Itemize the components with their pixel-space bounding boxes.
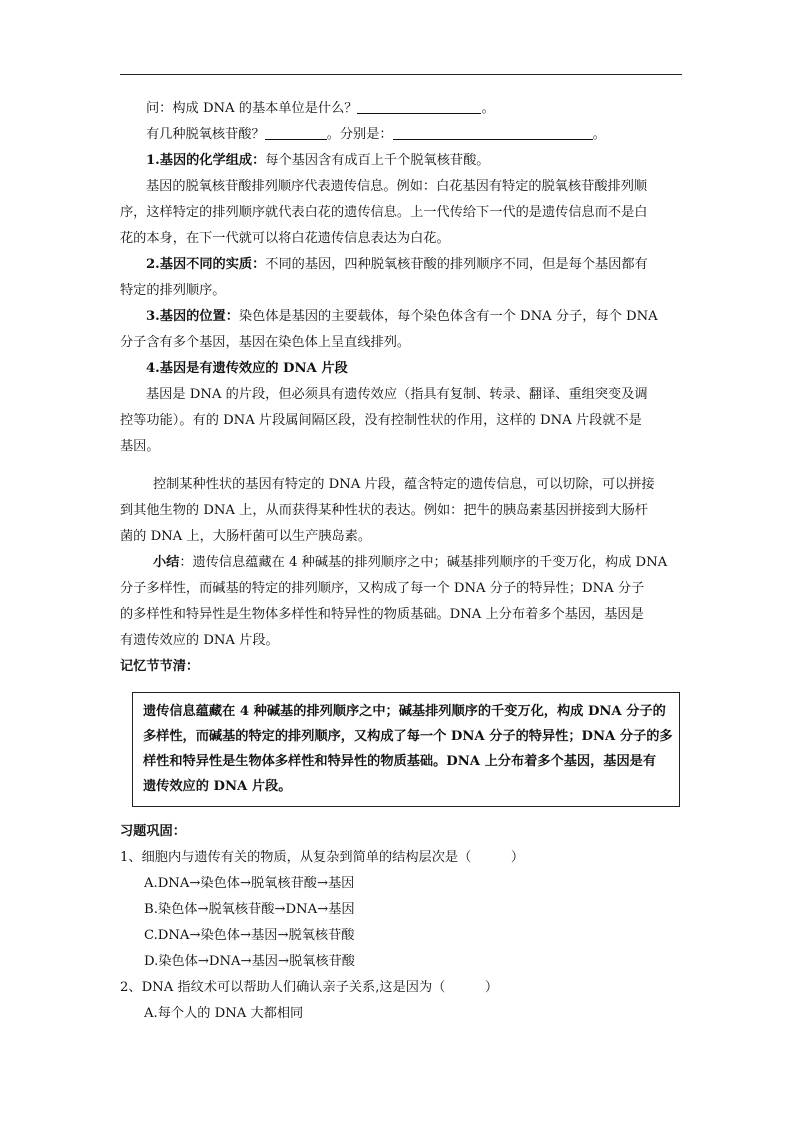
memory-line: 多样性，而碱基的特定的排列顺序，又构成了每一个 DNA 分子的特异性；DNA 分子的多 [143, 729, 673, 744]
summary-title: 小结 [153, 555, 180, 570]
section-2: 2.基因不同的实质：不同的基因，四种脱氧核苷酸的排列顺序不同，但是每个基因都有 [146, 257, 648, 272]
section-1: 1.基因的化学组成：每个基因含有成百上千个脱氧核苷酸。 [146, 153, 490, 168]
answer-blank[interactable] [393, 125, 593, 140]
section-3: 3.基因的位置：染色体是基因的主要载体，每个染色体含有一个 DNA 分子，每个 DNA [146, 309, 658, 324]
paragraph-line: 花的本身，在下一代就可以将白花遗传信息表达为白花。 [120, 231, 450, 246]
memory-line: 遗传信息蕴藏在 4 种碱基的排列顺序之中；碱基排列顺序的千变万化，构成 DNA 分子的 [143, 704, 666, 719]
paragraph-line: 基因。 [120, 439, 160, 454]
paragraph-line: 控等功能）。有的 DNA 片段属间隔区段，没有控制性状的作用，这样的 DNA 片段就不是 [120, 413, 642, 428]
exercise-question-1: 1、细胞内与遗传有关的物质，从复杂到简单的结构层次是（ ） [120, 850, 525, 865]
header-rule [120, 74, 682, 75]
paragraph-line: 菌的 DNA 上，大肠杆菌可以生产胰岛素。 [120, 529, 372, 544]
memory-box [132, 692, 680, 807]
section-1-title: 1.基因的化学组成： [146, 153, 266, 168]
exercise-option[interactable]: D.染色体→DNA→基因→脱氧核苷酸 [144, 954, 355, 969]
memory-line: 遗传效应的 DNA 片段。 [143, 779, 292, 794]
section-3-title: 3.基因的位置： [146, 309, 239, 324]
spacer [120, 807, 682, 819]
exercise-option[interactable]: A.每个人的 DNA 大都相同 [144, 1006, 304, 1021]
paragraph-line: 控制某种性状的基因有特定的 DNA 片段，蕴含特定的遗传信息，可以切除，可以拼接 [153, 477, 655, 492]
paragraph-line: 分子含有多个基因，基因在染色体上呈直线排列。 [120, 335, 411, 350]
paragraph-line: 的多样性和特异性是生物体多样性和特异性的物质基础。DNA 上分布着多个基因，基因是 [120, 607, 644, 622]
paragraph-line: 基因的脱氧核苷酸排列顺序代表遗传信息。例如：白花基因有特定的脱氧核苷酸排列顺 [146, 179, 648, 194]
exercise-option[interactable]: A.DNA→染色体→脱氧核苷酸→基因 [144, 876, 355, 891]
memory-line: 样性和特异性是生物体多样性和特异性的物质基础。DNA 上分布着多个基因，基因是有 [143, 754, 657, 769]
paragraph-line: 分子多样性，而碱基的特定的排列顺序，又构成了每一个 DNA 分子的特异性；DNA 分子 [120, 581, 645, 596]
section-4-title: 4.基因是有遗传效应的 DNA 片段 [146, 361, 348, 376]
question-basic-unit: 问：构成 DNA 的基本单位是什么？ 。 [146, 101, 495, 116]
answer-blank[interactable] [265, 125, 327, 140]
summary: 小结：遗传信息蕴藏在 4 种碱基的排列顺序之中；碱基排列顺序的千变万化，构成 DNA [153, 555, 668, 570]
answer-blank[interactable] [357, 99, 481, 114]
exercise-option[interactable]: B.染色体→脱氧核苷酸→DNA→基因 [144, 902, 355, 917]
paragraph-line: 到其他生物的 DNA 上，从而获得某种性状的表达。例如：把牛的胰岛素基因拼接到大肠杆 [120, 503, 648, 518]
exercise-option[interactable]: C.DNA→染色体→基因→脱氧核苷酸 [144, 928, 355, 943]
paragraph-line: 序，这样特定的排列顺序就代表白花的遗传信息。上一代传给下一代的是遗传信息而不是白 [120, 205, 648, 220]
exercise-question-2: 2、DNA 指纹术可以帮助人们确认亲子关系,这是因为（ ） [120, 980, 499, 995]
document-body [120, 96, 682, 1027]
paragraph-line: 基因是 DNA 的片段，但必须具有遗传效应（指具有复制、转录、翻译、重组突变及调 [146, 387, 648, 402]
exercises-title: 习题巩固： [120, 824, 186, 839]
question-nucleotide-types: 有几种脱氧核苷酸？ 。分别是： 。 [146, 127, 606, 142]
paragraph-line: 有遗传效应的 DNA 片段。 [120, 633, 279, 648]
spacer [120, 460, 682, 472]
section-2-title: 2.基因不同的实质： [146, 257, 266, 272]
memory-title: 记忆节节清： [120, 659, 200, 674]
paragraph-line: 特定的排列顺序。 [120, 283, 226, 298]
